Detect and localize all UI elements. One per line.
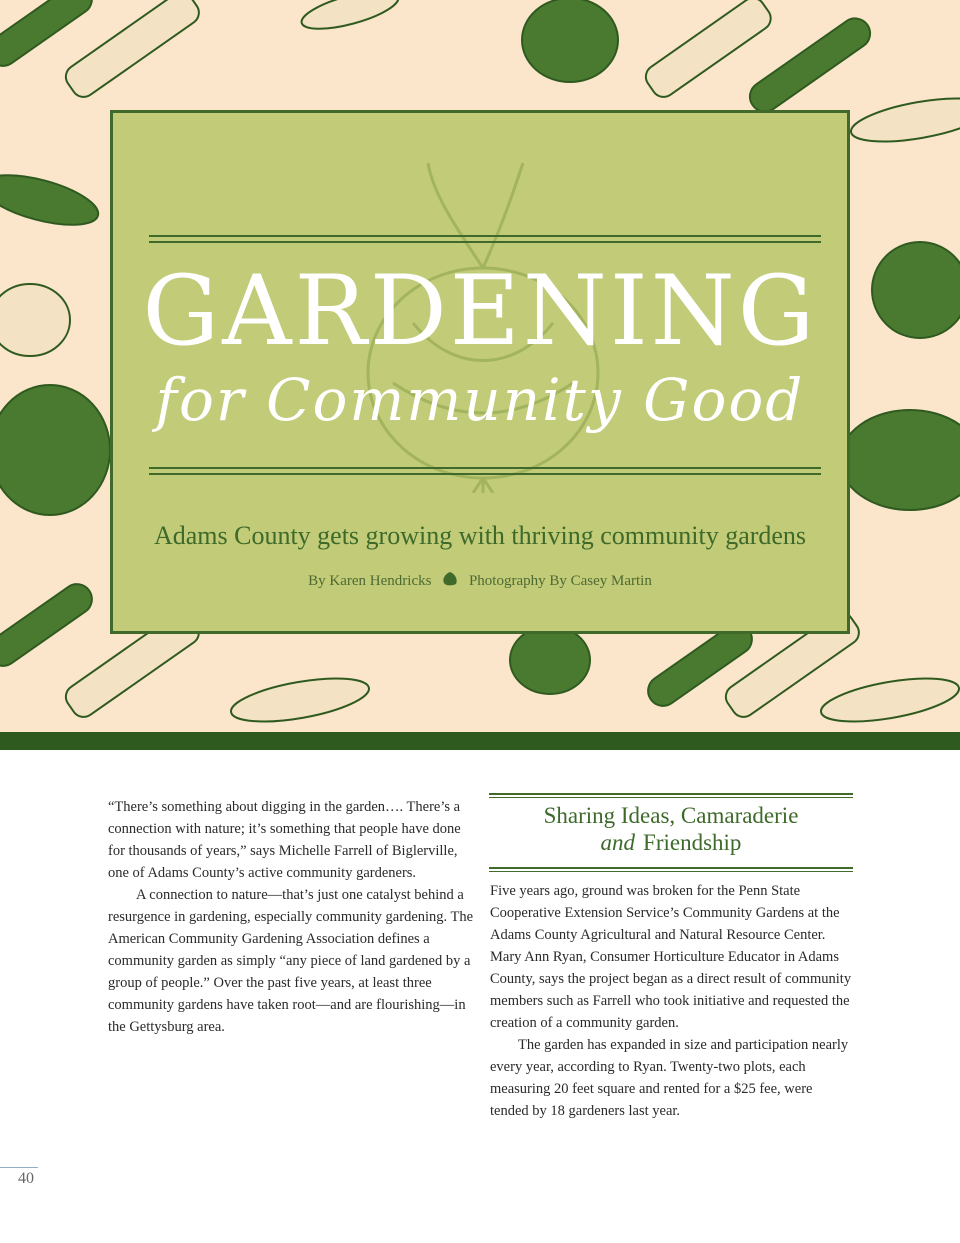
section-heading-line2: Friendship bbox=[643, 830, 742, 855]
title-rule-top bbox=[149, 235, 821, 243]
potato-drawing bbox=[0, 284, 70, 356]
onion-drawing bbox=[510, 626, 590, 694]
section-rule-top bbox=[489, 793, 853, 798]
leaf-icon bbox=[441, 571, 459, 592]
section-rule-bottom bbox=[489, 867, 853, 872]
carrot-drawing bbox=[818, 670, 960, 730]
title-rule-bottom bbox=[149, 467, 821, 475]
page-title-script: for Community Good bbox=[155, 366, 805, 434]
artichoke-drawing bbox=[872, 242, 960, 338]
carrot-drawing bbox=[228, 670, 372, 730]
section-heading-and: and bbox=[600, 830, 636, 855]
subtitle: Adams County gets growing with thriving community gardens bbox=[153, 521, 807, 550]
celery-drawing bbox=[0, 165, 103, 235]
page-number-rule bbox=[0, 1167, 38, 1168]
pea-pod-drawing bbox=[0, 578, 98, 671]
byline-photo: Photography By Casey Martin bbox=[468, 573, 652, 589]
paragraph: Five years ago, ground was broken for the Penn State Cooperative Extension Service’s Community Gardens at the Adams County Agricultural and Natural Resource Center. Mary Ann Ryan, Consumer Horticulture Educator in Adams County, says the project began as a direct result of community members such as Farrell who took initiative and requested the creation of a community garden. bbox=[490, 883, 852, 1031]
byline bbox=[113, 571, 847, 592]
section-heading bbox=[489, 793, 853, 873]
title-panel bbox=[110, 110, 850, 634]
section-heading-line1: Sharing Ideas, Camaraderie bbox=[543, 803, 799, 828]
section-heading-line2-wrap bbox=[489, 830, 853, 856]
carrot-drawing bbox=[848, 90, 960, 150]
squash-drawing bbox=[840, 410, 960, 510]
page-number: 40 bbox=[18, 1170, 34, 1187]
paragraph: The garden has expanded in size and participation nearly every year, according to Ryan. Twenty-two plots, each measuring 20 feet square and rented for a $25 fee, were tended by 18 gardeners last year. bbox=[490, 1037, 849, 1119]
onion-drawing bbox=[522, 0, 618, 82]
carrot-drawing bbox=[298, 0, 402, 36]
paragraph: “There’s something about digging in the garden…. There’s a connection with nature; it’s something that people have done for thousands of years,” says Michelle Farrell of Biglerville, one of Adams County’s active community gardeners. bbox=[108, 799, 461, 881]
article-left-column bbox=[108, 796, 474, 1038]
page-title: GARDENING bbox=[142, 255, 818, 367]
hero-band bbox=[0, 732, 960, 750]
byline-author: By Karen Hendricks bbox=[308, 573, 432, 589]
melon-drawing bbox=[0, 385, 110, 515]
paragraph: A connection to nature—that’s just one catalyst behind a resurgence in gardening, especially community gardening. The American Community Gardening Association defines a community garden as simply “any piece of land gardened by a group of people.” Over the past five years, at least three community gardens have taken root—and are flourishing—in the Gettysburg area. bbox=[108, 887, 474, 1035]
article-right-column bbox=[490, 880, 852, 1122]
leek-drawing bbox=[61, 0, 203, 102]
